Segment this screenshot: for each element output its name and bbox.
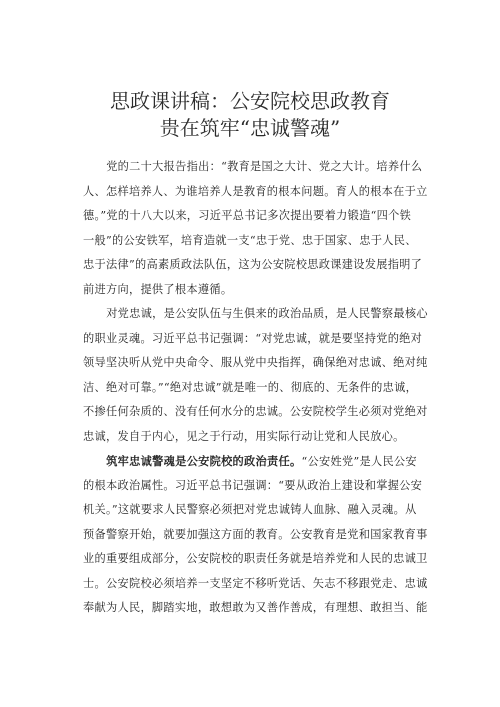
line-text: 的根本政治属性。习近平总书记强调：“要从政治上建设和掌握公安 xyxy=(83,478,423,492)
line-text: 党的二十大报告指出：“教育是国之大计、党之大计。培养什么 xyxy=(106,160,423,173)
paragraph-line xyxy=(83,302,432,327)
line-text: 前进方向，提供了根本遵循。 xyxy=(83,282,233,296)
paragraph-line xyxy=(83,180,432,205)
line-text: 领导坚决听从党中央命令、服从党中央指挥，确保绝对忠诚、绝对纯 xyxy=(83,356,428,369)
line-text: 士。公安院校必须培养一支坚定不移听党话、矢志不移跟党走、忠诚 xyxy=(83,576,428,590)
paragraph-line xyxy=(83,425,432,450)
line-text: 预备警察开始，就要加强这方面的教育。公安教育是党和国家教育事 xyxy=(83,527,428,541)
line-text: 忠于法律”的高素质政法队伍，这为公安院校思政课建设发展指明了 xyxy=(83,258,423,271)
line-text: 一般”的公安铁军，培育造就一支“忠于党、忠于国家、忠于人民、 xyxy=(83,233,417,247)
bold-lead-text: 筑牢忠诚警魂是公安院校的政治责任。 xyxy=(106,454,302,468)
line-text: “公安姓党”是人民公安 xyxy=(301,455,417,468)
paragraph xyxy=(83,449,432,621)
document-title-line-2: 贵在筑牢“忠诚警魂” xyxy=(159,116,341,140)
line-text: 德。”党的十八大以来，习近平总书记多次提出要着力锻造“四个铁 xyxy=(83,209,412,222)
paragraph-line xyxy=(83,253,432,278)
paragraph-line xyxy=(83,204,432,229)
paragraph-line xyxy=(83,449,432,474)
paragraph-line xyxy=(83,474,432,499)
paragraph-line xyxy=(83,376,432,401)
paragraph-line xyxy=(83,278,432,303)
line-text: 业的重要组成部分，公安院校的职责任务就是培养党和人民的忠诚卫 xyxy=(83,552,428,565)
document-title-line-1: 思政课讲稿：公安院校思政教育 xyxy=(110,89,390,113)
paragraph-line xyxy=(83,523,432,548)
line-text: 对党忠诚，是公安队伍与生俱来的政治品质，是人民警察最核心 xyxy=(106,307,428,320)
line-text: 人、怎样培养人、为谁培养人是教育的根本问题。育人的根本在于立 xyxy=(83,184,428,198)
document-body xyxy=(83,155,432,621)
line-text: 奉献为人民，脚踏实地，敢想敢为又善作善成，有理想、敢担当、能 xyxy=(83,601,428,614)
paragraph xyxy=(83,302,432,449)
paragraph-line xyxy=(83,547,432,572)
paragraph-line xyxy=(83,596,432,621)
line-text: 不掺任何杂质的、没有任何水分的忠诚。公安院校学生必须对党绝对 xyxy=(83,405,428,418)
paragraph-line xyxy=(83,572,432,597)
paragraph xyxy=(83,155,432,302)
paragraph-line xyxy=(83,229,432,254)
line-text: 的职业灵魂。习近平总书记强调：“对党忠诚，就是要坚持党的绝对 xyxy=(83,331,423,345)
paragraph-line xyxy=(83,155,432,180)
paragraph-line xyxy=(83,351,432,376)
line-text: 忠诚，发自于内心，见之于行动，用实际行动让党和人民放心。 xyxy=(83,429,405,443)
line-text: 洁、绝对可靠。”“绝对忠诚”就是唯一的、彻底的、无条件的忠诚， xyxy=(83,380,418,394)
paragraph-line xyxy=(83,400,432,425)
paragraph-line xyxy=(83,498,432,523)
line-text: 机关。”这就要求人民警察必须把对党忠诚铸人血脉、融入灵魂。从 xyxy=(83,503,417,516)
paragraph-line xyxy=(83,327,432,352)
